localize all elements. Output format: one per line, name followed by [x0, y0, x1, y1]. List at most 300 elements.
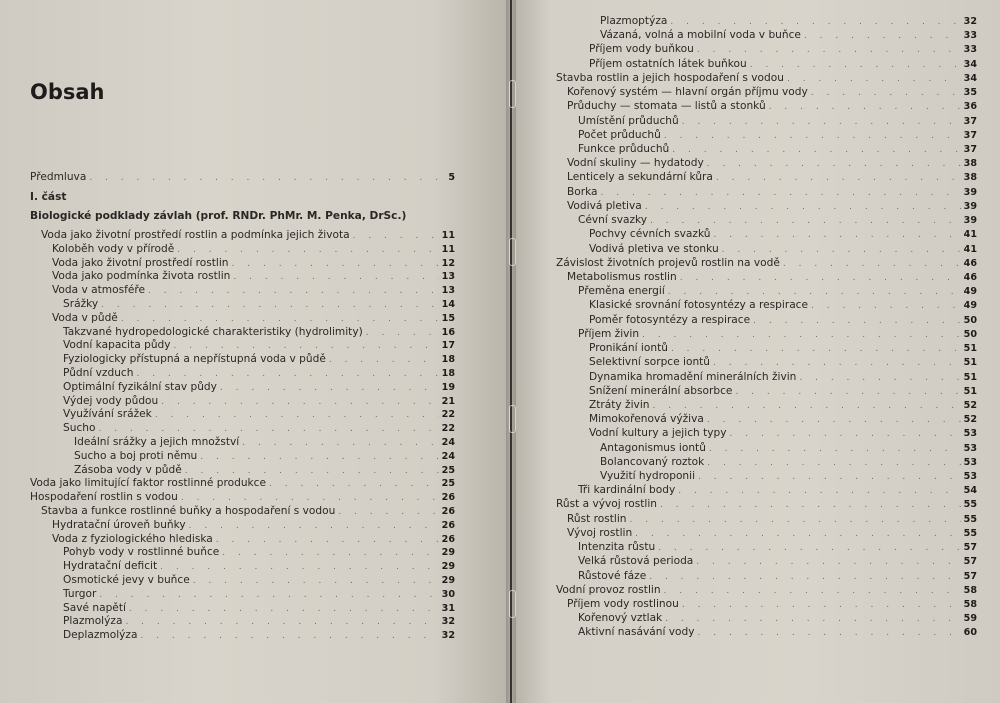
toc-entry-title: Turgor — [63, 587, 97, 600]
toc-entry-title: Mimokořenová výživa — [589, 413, 704, 426]
toc-entry — [578, 484, 977, 498]
toc-entry — [41, 229, 455, 243]
toc-entry — [567, 171, 977, 185]
toc-entry-page: 53 — [963, 428, 977, 440]
toc-entry-page: 49 — [963, 300, 977, 312]
dot-leader — [642, 329, 961, 342]
toc-entry — [578, 570, 977, 584]
toc-entry — [578, 626, 977, 640]
dot-leader — [652, 400, 960, 413]
toc-entry-title: Přeměna energií — [578, 285, 665, 298]
toc-entry-page: 34 — [963, 72, 977, 84]
toc-entry-page: 22 — [441, 409, 455, 421]
dot-leader — [269, 478, 439, 491]
toc-entry — [63, 298, 455, 312]
dot-leader — [232, 258, 439, 271]
dot-leader — [89, 172, 445, 185]
toc-entry — [578, 555, 977, 569]
toc-entry-title: Pronikání iontů — [589, 342, 668, 355]
toc-entry-title: Optimální fyzikální stav půdy — [63, 380, 217, 393]
toc-entry-title: Bolancovaný roztok — [600, 455, 705, 468]
toc-entry — [567, 100, 977, 114]
contents-heading: Obsah — [30, 80, 105, 104]
toc-entry-title: Intenzita růstu — [578, 541, 656, 554]
toc-entry — [578, 115, 977, 129]
toc-entry-title: Voda jako podmínka života rostlin — [52, 270, 231, 283]
dot-leader — [645, 201, 961, 214]
toc-entry-page: 18 — [441, 368, 455, 379]
toc-entry-page: 31 — [441, 602, 455, 614]
toc-entry-title: Zásoba vody v půdě — [74, 463, 182, 476]
toc-entry — [63, 381, 455, 395]
toc-entry-page: 52 — [963, 414, 977, 426]
toc-entry — [52, 533, 455, 547]
toc-entry-title: Počet průduchů — [578, 128, 661, 141]
toc-entry-page: 21 — [441, 395, 455, 407]
binding-stitch — [509, 238, 516, 266]
toc-entry-title: Průduchy — stomata — listů a stonků — [567, 100, 766, 113]
toc-entry — [63, 339, 455, 353]
toc-entry — [589, 356, 977, 370]
toc-entry-title: Vázaná, volná a mobilní voda v buňce — [600, 29, 801, 42]
dot-leader — [193, 575, 439, 588]
toc-entry — [63, 395, 455, 409]
toc-entry-title: Příjem vody buňkou — [589, 43, 694, 56]
dot-leader — [220, 382, 439, 395]
toc-entry — [63, 422, 455, 436]
toc-entry — [41, 505, 455, 519]
toc-entry-title: Fyziologicky přístupná a nepřístupná voda v půdě — [63, 353, 326, 366]
toc-entry — [63, 602, 455, 616]
toc-entry-page: 60 — [963, 627, 977, 639]
toc-entry — [589, 427, 977, 441]
toc-entry — [30, 191, 455, 204]
dot-leader — [174, 340, 439, 353]
toc-entry-page: 37 — [963, 143, 977, 155]
toc-entry-title: Růst a vývoj rostlin — [556, 498, 657, 511]
dot-leader — [338, 506, 438, 519]
toc-entry — [567, 513, 977, 527]
toc-entry — [600, 15, 977, 29]
toc-entry-title: Vodní kultury a jejich typy — [589, 427, 727, 440]
toc-entry-page: 13 — [441, 271, 455, 283]
toc-entry-page: 26 — [441, 492, 455, 504]
dot-leader — [160, 561, 439, 574]
toc-entry-title: Hydratační úroveň buňky — [52, 518, 186, 531]
binding-stitch — [509, 405, 516, 433]
toc-entry — [30, 171, 455, 185]
dot-leader — [753, 315, 960, 328]
dot-leader — [181, 492, 439, 505]
dot-leader — [783, 258, 961, 271]
dot-leader — [672, 144, 960, 157]
toc-entry — [589, 399, 977, 413]
toc-entry — [30, 491, 455, 505]
toc-entry — [578, 143, 977, 157]
dot-leader — [161, 396, 438, 409]
toc-entry-title: Deplazmolýza — [63, 629, 138, 642]
toc-entry-page: 35 — [963, 87, 977, 99]
dot-leader — [769, 101, 961, 114]
dot-leader — [125, 616, 438, 629]
dot-leader — [664, 585, 961, 598]
dot-leader — [678, 485, 960, 498]
dot-leader — [707, 158, 961, 171]
dot-leader — [660, 499, 961, 512]
dot-leader — [177, 244, 438, 257]
toc-entry — [30, 477, 455, 491]
dot-leader — [698, 471, 961, 484]
toc-entry-title: Voda v atmosféře — [52, 284, 145, 297]
toc-entry-title: Příjem živin — [578, 327, 640, 340]
toc-entry — [63, 408, 455, 422]
toc-entry-title: Sucho a boj proti němu — [74, 449, 198, 462]
toc-entry — [567, 186, 977, 200]
toc-entry-page: 25 — [441, 464, 455, 476]
dot-leader — [811, 87, 961, 100]
toc-entry-title: Hydratační deficit — [63, 560, 158, 573]
toc-entry-page: 54 — [963, 485, 977, 497]
dot-leader — [658, 542, 960, 555]
toc-entry-title: Vodní skuliny — hydatody — [567, 157, 704, 170]
toc-entry-title: Selektivní sorpce iontů — [589, 356, 711, 369]
dot-leader — [682, 116, 961, 129]
toc-entry-page: 29 — [441, 547, 455, 559]
toc-entry-page: 38 — [963, 172, 977, 184]
dot-leader — [121, 313, 439, 326]
toc-entry-title: Osmotické jevy v buňce — [63, 574, 190, 586]
toc-entry-title: Voda jako limitující faktor rostlinné produkce — [30, 477, 267, 490]
toc-entry — [589, 228, 977, 242]
toc-entry-page: 53 — [963, 471, 977, 483]
toc-entry-page: 11 — [441, 230, 455, 241]
toc-entry-title: Borka — [567, 185, 598, 198]
toc-entry-page: 33 — [963, 44, 977, 56]
toc-entry-page: 39 — [963, 215, 977, 227]
toc-entry — [52, 284, 455, 298]
dot-leader — [716, 172, 961, 185]
toc-entry-title: Výdej vody půdou — [63, 394, 159, 407]
dot-leader — [707, 457, 960, 470]
dot-leader — [242, 437, 438, 450]
toc-entry-title: Závislost životních projevů rostlin na vodě — [556, 256, 780, 269]
toc-entry — [589, 43, 977, 57]
toc-entry-page: 26 — [441, 533, 455, 545]
toc-entry-title: Předmluva — [30, 171, 87, 183]
dot-leader — [129, 603, 439, 616]
dot-leader — [811, 300, 961, 313]
toc-entry-page: 57 — [963, 556, 977, 568]
toc-entry-page: 39 — [963, 200, 977, 212]
toc-entry-page: 37 — [963, 115, 977, 127]
toc-entry — [63, 615, 455, 629]
toc-entry — [52, 243, 455, 257]
toc-entry — [578, 541, 977, 555]
dot-leader — [650, 215, 961, 228]
toc-entry-title: Vodivá pletiva — [567, 199, 642, 212]
toc-entry — [556, 584, 977, 598]
dot-leader — [216, 534, 439, 547]
toc-entry-title: Biologické podklady závlah (prof. RNDr. PhMr. M. Penka, DrSc.) — [30, 210, 407, 222]
toc-entry-title: Pohyb vody v rostlinné buňce — [63, 546, 220, 559]
toc-entry-title: I. část — [30, 190, 67, 203]
toc-entry-title: Dynamika hromadění minerálních živin — [589, 370, 797, 383]
toc-entry-page: 32 — [963, 16, 977, 27]
dot-leader — [696, 556, 960, 569]
toc-entry — [567, 86, 977, 100]
toc-entry — [63, 560, 455, 574]
dot-leader — [665, 613, 960, 626]
dot-leader — [98, 423, 438, 436]
toc-entry-title: Kořenový vztlak — [578, 612, 663, 625]
dot-leader — [630, 514, 961, 527]
dot-leader — [698, 627, 961, 640]
toc-entry-page: 39 — [963, 186, 977, 198]
dot-leader — [804, 30, 961, 43]
toc-entry-title: Klasické srovnání fotosyntézy a respirace — [589, 299, 809, 312]
dot-leader — [668, 286, 961, 299]
toc-entry — [578, 612, 977, 626]
toc-entry-title: Funkce průduchů — [578, 142, 670, 155]
toc-entry-page: 55 — [963, 527, 977, 539]
dot-leader — [329, 354, 439, 367]
toc-entry-page: 25 — [441, 478, 455, 490]
toc-entry-page: 51 — [963, 357, 977, 369]
toc-entry-page: 41 — [963, 229, 977, 241]
dot-leader — [233, 271, 438, 284]
toc-entry-page: 12 — [441, 257, 455, 269]
toc-entry-title: Příjem vody rostlinou — [567, 598, 679, 611]
toc-entry — [567, 527, 977, 541]
toc-entry-page: 51 — [963, 371, 977, 383]
toc-entry — [589, 371, 977, 385]
toc-entry — [74, 464, 455, 478]
toc-entry-page: 30 — [441, 588, 455, 600]
toc-entry-title: Příjem ostatních látek buňkou — [589, 57, 747, 70]
toc-entry-title: Kořenový systém — hlavní orgán příjmu vody — [567, 86, 808, 99]
toc-entry-title: Využití hydroponii — [600, 470, 696, 483]
toc-entry — [589, 314, 977, 328]
binding-stitch — [509, 80, 516, 108]
toc-entry — [63, 326, 455, 340]
toc-entry — [63, 353, 455, 367]
toc-entry-page: 57 — [963, 570, 977, 582]
toc-entry-page: 34 — [963, 58, 977, 70]
dot-leader — [101, 299, 438, 312]
toc-entry — [578, 328, 977, 342]
toc-entry — [589, 243, 977, 257]
toc-entry — [578, 129, 977, 143]
toc-entry-title: Sucho — [63, 422, 96, 435]
toc-entry-page: 33 — [963, 30, 977, 42]
toc-entry-title: Antagonismus iontů — [600, 441, 706, 454]
toc-entry — [578, 285, 977, 299]
dot-leader — [787, 73, 961, 86]
dot-leader — [601, 187, 961, 200]
dot-leader — [799, 372, 960, 385]
toc-entry-title: Ztráty živin — [589, 398, 650, 411]
toc-entry-title: Lenticely a sekundární kůra — [567, 171, 713, 184]
toc-entry — [74, 436, 455, 450]
toc-entry-title: Velká růstová perioda — [578, 555, 694, 568]
toc-entry-page: 11 — [441, 243, 455, 255]
dot-leader — [140, 630, 438, 643]
toc-entry — [589, 299, 977, 313]
dot-leader — [148, 285, 439, 298]
dot-leader — [697, 44, 961, 57]
toc-entry-page: 24 — [441, 450, 455, 462]
toc-entry — [589, 342, 977, 356]
toc-entry — [567, 271, 977, 285]
toc-entry-page: 16 — [441, 326, 455, 338]
toc-entry-page: 37 — [963, 129, 977, 141]
dot-leader — [222, 547, 438, 560]
dot-leader — [713, 357, 961, 370]
toc-entry-page: 15 — [441, 312, 455, 324]
dot-leader — [200, 451, 438, 464]
dot-leader — [750, 59, 961, 72]
toc-entry-page: 58 — [963, 599, 977, 611]
toc-entry-page: 17 — [441, 340, 455, 352]
toc-entry — [589, 58, 977, 72]
toc-entry — [567, 157, 977, 171]
toc-entry-title: Růst rostlin — [567, 512, 627, 525]
toc-entry-title: Voda v půdě — [52, 311, 118, 324]
toc-entry-title: Hospodaření rostlin s vodou — [30, 491, 178, 504]
toc-entry — [556, 257, 977, 271]
toc-entry-page: 14 — [441, 299, 455, 310]
toc-entry-title: Aktivní nasávání vody — [578, 626, 695, 639]
toc-entry-title: Stavba a funkce rostlinné buňky a hospodaření s vodou — [41, 505, 336, 517]
toc-entry — [600, 29, 977, 43]
toc-entry-page: 52 — [963, 399, 977, 411]
dot-leader — [353, 230, 439, 243]
toc-entry-page: 55 — [963, 513, 977, 525]
dot-leader — [680, 272, 961, 285]
toc-entry-page: 26 — [441, 506, 455, 517]
toc-entry — [52, 519, 455, 533]
toc-entry-page: 29 — [441, 575, 455, 586]
toc-entry-title: Vodní kapacita půdy — [63, 339, 171, 352]
toc-entry — [567, 598, 977, 612]
toc-entry-page: 38 — [963, 158, 977, 170]
toc-entry-page: 24 — [441, 437, 455, 448]
toc-entry-title: Metabolismus rostlin — [567, 270, 677, 283]
toc-entry-title: Vodní provoz rostlin — [556, 583, 661, 596]
toc-entry — [63, 588, 455, 602]
toc-entry-title: Půdní vzduch — [63, 367, 134, 379]
toc-entry — [578, 214, 977, 228]
dot-leader — [682, 599, 961, 612]
toc-entry-title: Stavba rostlin a jejich hospodaření s vodou — [556, 71, 784, 84]
toc-entry-title: Plazmolýza — [63, 615, 123, 628]
toc-entry-title: Snížení minerální absorbce — [589, 384, 733, 397]
dot-leader — [670, 16, 960, 29]
toc-entry-title: Koloběh vody v přírodě — [52, 242, 175, 255]
right-toc — [512, 0, 1000, 703]
toc-entry-page: 51 — [963, 385, 977, 397]
toc-entry — [589, 385, 977, 399]
toc-entry — [30, 210, 455, 223]
toc-entry — [600, 470, 977, 484]
toc-entry-page: 55 — [963, 499, 977, 511]
toc-entry-page: 57 — [963, 542, 977, 554]
dot-leader — [671, 343, 961, 356]
toc-entry — [63, 574, 455, 588]
toc-entry-title: Vývoj rostlin — [567, 526, 633, 539]
toc-entry-title: Poměr fotosyntézy a respirace — [589, 313, 751, 326]
toc-entry-page: 59 — [963, 613, 977, 625]
toc-entry-title: Umístění průduchů — [578, 114, 679, 127]
toc-entry-page: 26 — [441, 519, 455, 531]
toc-entry — [567, 200, 977, 214]
toc-entry-page: 46 — [963, 271, 977, 283]
dot-leader — [713, 229, 960, 242]
toc-entry — [556, 72, 977, 86]
dot-leader — [136, 368, 438, 381]
toc-entry-page: 53 — [963, 442, 977, 454]
toc-entry — [63, 629, 455, 643]
toc-entry-title: Savé napětí — [63, 601, 126, 614]
toc-entry-page: 41 — [963, 243, 977, 255]
toc-entry-page: 36 — [963, 101, 977, 113]
dot-leader — [155, 409, 439, 422]
toc-entry-page: 32 — [441, 630, 455, 642]
toc-entry-page: 58 — [963, 584, 977, 596]
toc-entry-title: Tři kardinální body — [578, 484, 676, 497]
toc-entry-page: 51 — [963, 343, 977, 355]
toc-entry — [63, 367, 455, 381]
dot-leader — [366, 327, 439, 340]
dot-leader — [664, 130, 961, 143]
toc-entry-title: Ideální srážky a jejich množství — [74, 436, 240, 448]
toc-entry-page: 19 — [441, 381, 455, 393]
toc-entry-page: 29 — [441, 561, 455, 573]
toc-entry-page: 18 — [441, 354, 455, 366]
toc-entry-title: Voda jako životní prostředí rostlin — [52, 256, 229, 269]
toc-entry-title: Pochvy cévních svazků — [589, 228, 711, 241]
dot-leader — [635, 528, 960, 541]
toc-entry-page: 22 — [441, 423, 455, 435]
dot-leader — [185, 465, 439, 478]
toc-entry — [74, 450, 455, 464]
dot-leader — [735, 386, 960, 399]
dot-leader — [649, 571, 960, 584]
dot-leader — [730, 428, 961, 441]
dot-leader — [709, 443, 961, 456]
toc-entry-title: Cévní svazky — [578, 214, 648, 227]
toc-entry-page: 32 — [441, 616, 455, 628]
toc-entry-page: 13 — [441, 285, 455, 297]
toc-entry-title: Voda jako životní prostředí rostlin a podmínka jejich života — [41, 229, 350, 241]
toc-entry — [589, 413, 977, 427]
right-page — [512, 0, 1000, 703]
dot-leader — [722, 244, 961, 257]
toc-entry-page: 49 — [963, 286, 977, 298]
toc-entry — [600, 442, 977, 456]
dot-leader — [189, 520, 439, 533]
toc-entry — [52, 312, 455, 326]
toc-entry-page: 50 — [963, 314, 977, 326]
binding-stitch — [509, 590, 516, 618]
toc-entry-title: Plazmoptýza — [600, 15, 668, 27]
dot-leader — [99, 589, 438, 602]
toc-entry-title: Takzvané hydropedologické charakteristiky (hydrolimity) — [63, 325, 363, 338]
toc-entry-page: 46 — [963, 257, 977, 269]
toc-entry-page: 5 — [448, 172, 455, 183]
toc-entry-title: Růstové fáze — [578, 569, 647, 582]
toc-entry-title: Vodivá pletiva ve stonku — [589, 242, 719, 255]
